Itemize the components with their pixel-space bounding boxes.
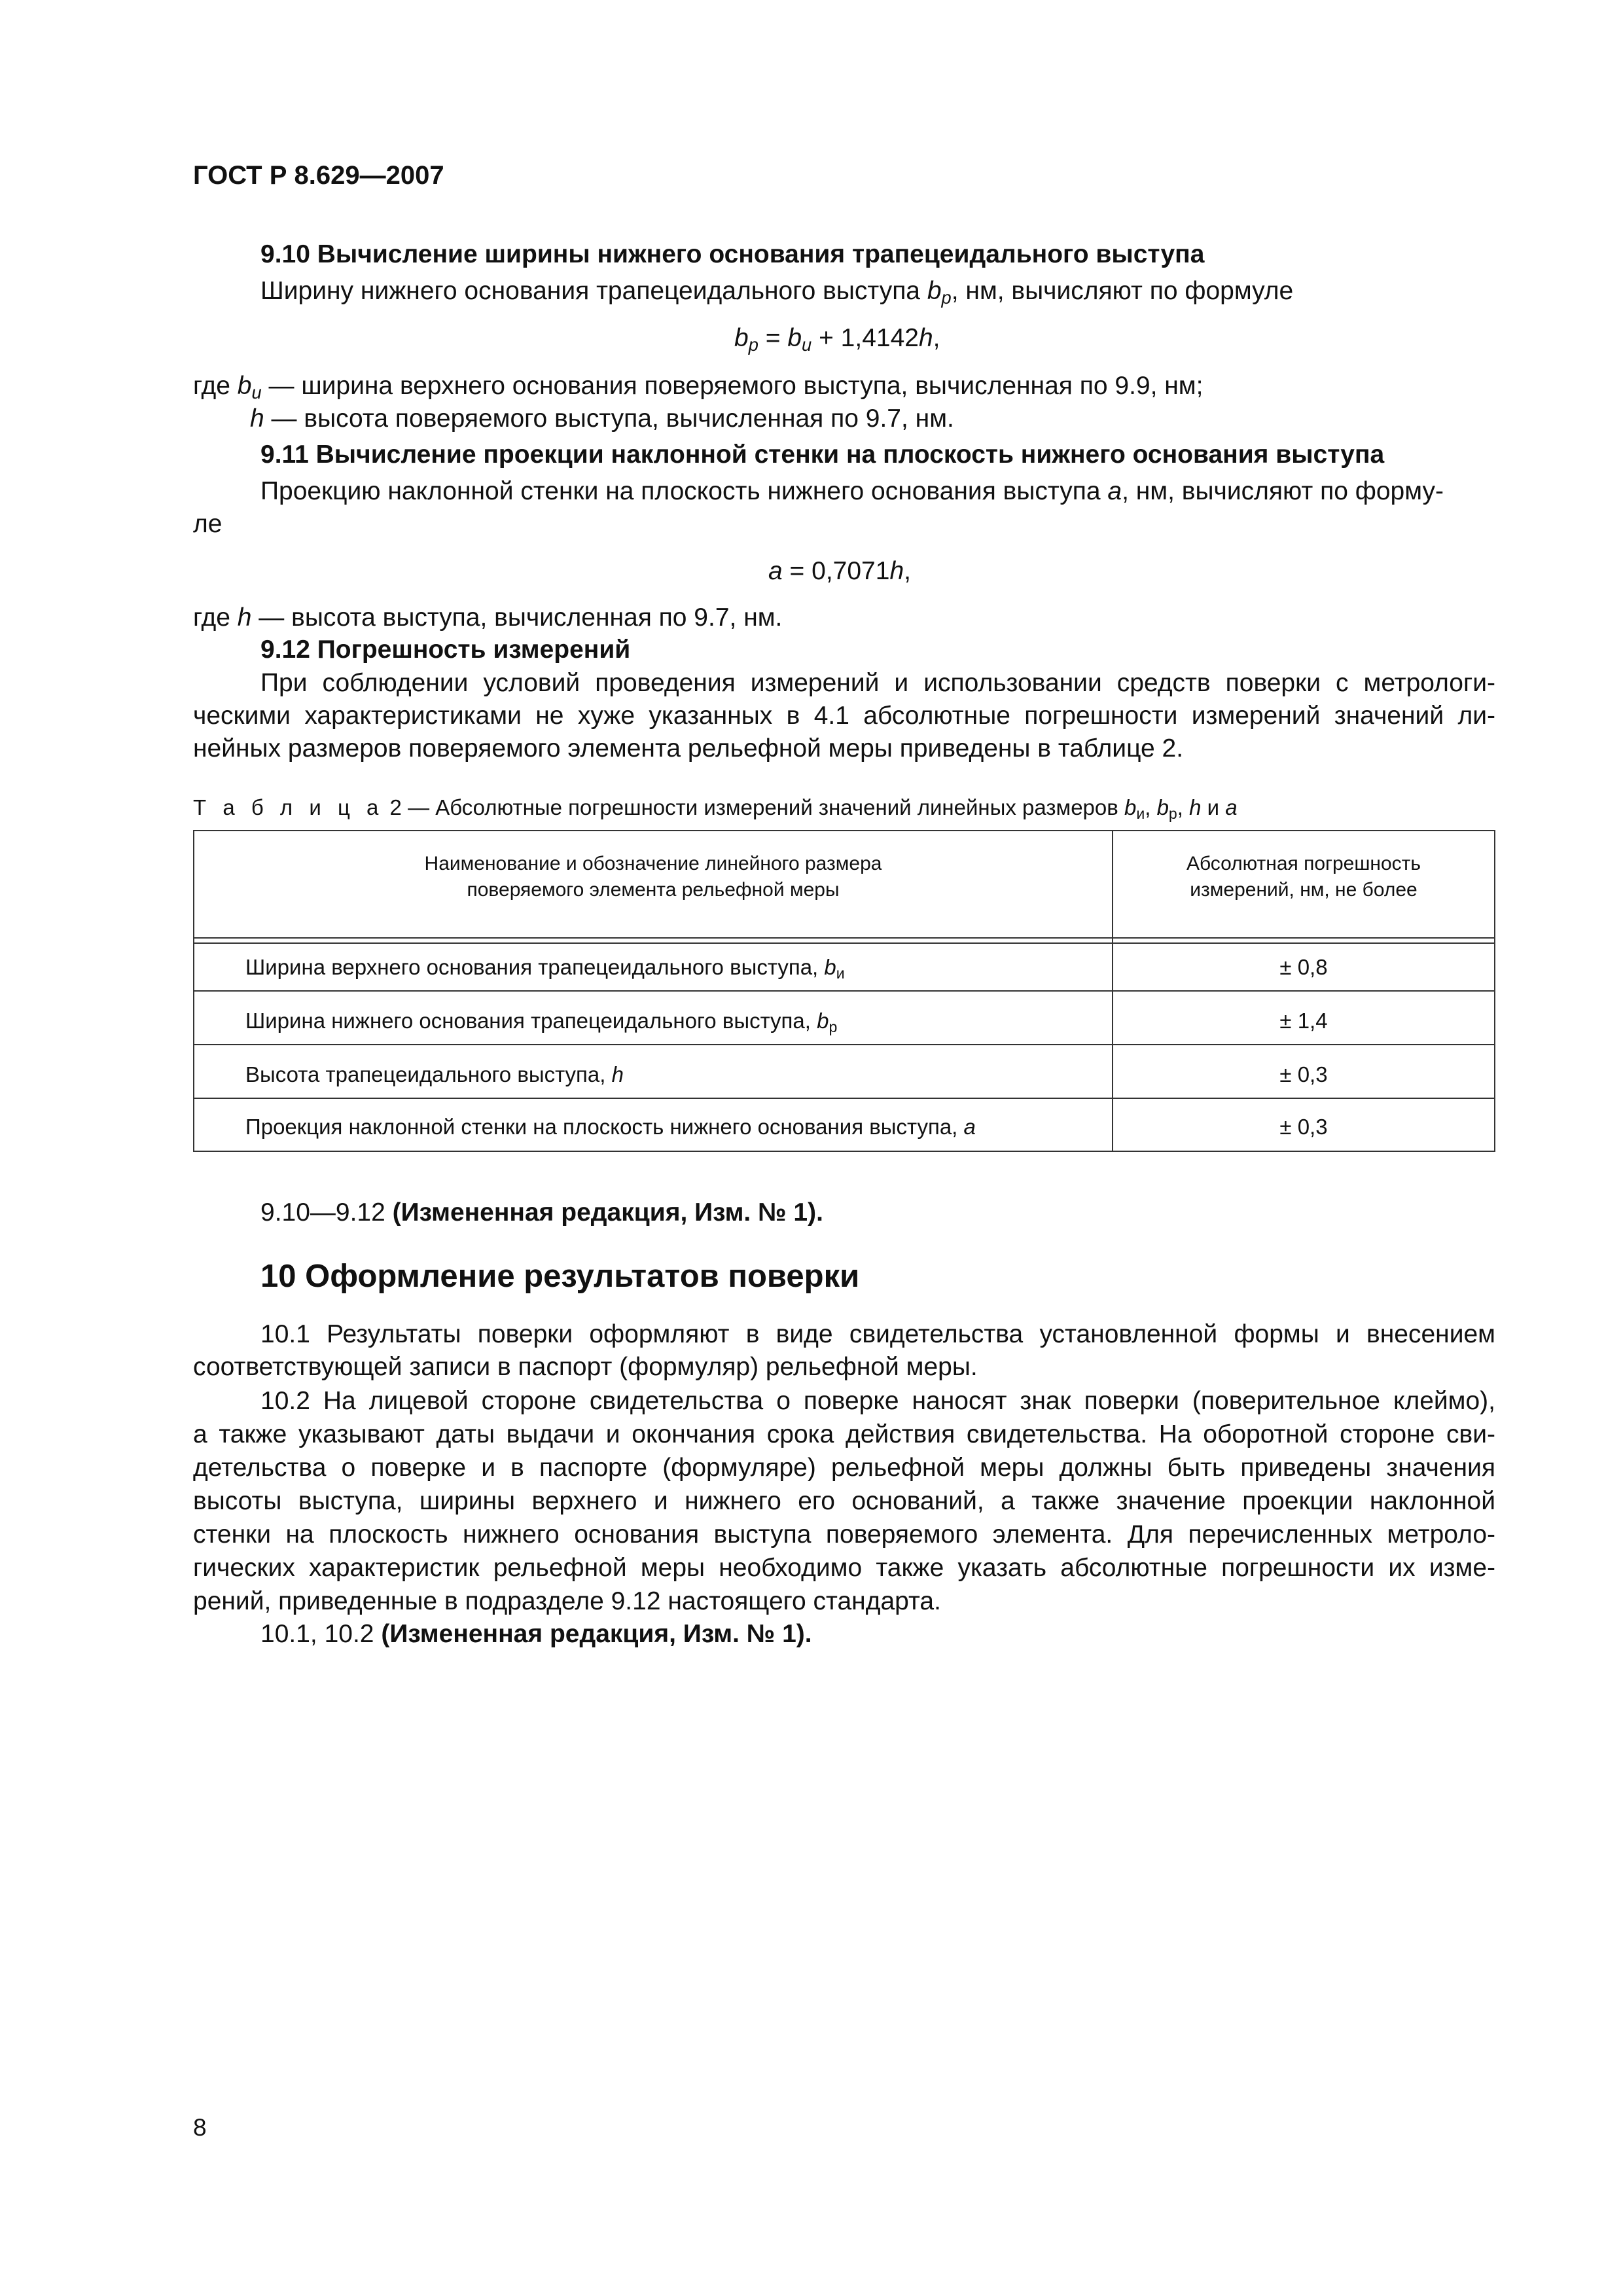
table-row-name: Ширина нижнего основания трапецеидального выступа, $b_р$ <box>245 1009 838 1035</box>
page-number: 8 <box>193 2114 207 2141</box>
table-caption: Т а б л и ц а 2 — Абсолютные погрешности измерений значений линейных размеров $b_и$, $b_р$, h и a <box>193 795 1238 822</box>
header-divider <box>194 942 1494 944</box>
table-row-value: ± 0,3 <box>1279 1115 1328 1139</box>
table-2 <box>193 830 1495 1152</box>
paragraph-line: нейных размеров поверяемого элемента рельефной меры приведены в таблице 2. <box>193 734 1184 762</box>
amendment-note-9: 9.10—9.12 (Измененная редакция, Изм. № 1). <box>260 1198 823 1227</box>
table-header-error: Абсолютная погрешность измерений, нм, не более <box>1186 853 1421 901</box>
paragraph-line: ческими характеристиками не хуже указанных в 4.1 абсолютные погрешности измерений значений ли- <box>193 702 1495 730</box>
table-row-value: ± 0,3 <box>1279 1062 1328 1086</box>
paragraph-line: При соблюдении условий проведения измерений и использовании средств поверки с метрологи- <box>260 669 1495 697</box>
section-10-heading: 10 Оформление результатов поверки <box>260 1259 860 1294</box>
header-divider <box>194 937 1494 939</box>
formula-9-11: a = 0,7071h, <box>768 557 911 585</box>
paragraph-line: 10.2 На лицевой стороне свидетельства о поверке наносят знак поверки (поверительное клеймо), <box>260 1387 1495 1415</box>
table-row-name: Ширина верхнего основания трапецеидального выступа, $b_и$ <box>245 955 845 982</box>
paragraph-line: а также указывают даты выдачи и окончания срока действия свидетельства. На оборотной стороне сви- <box>193 1420 1495 1448</box>
section-9-10-heading: 9.10 Вычисление ширины нижнего основания трапецеидального выступа <box>260 240 1205 268</box>
row-divider <box>194 1098 1494 1099</box>
where-line-3: где h — высота выступа, вычисленная по 9.7, нм. <box>193 603 783 632</box>
where-line-1: где $b_и$ — ширина верхнего основания поверяемого выступа, вычисленная по 9.9, нм; <box>193 372 1204 403</box>
table-row-name: Высота трапецеидального выступа, h <box>245 1062 624 1086</box>
section-9-12-heading: 9.12 Погрешность измерений <box>260 636 631 664</box>
section-9-10-intro: Ширину нижнего основания трапецеидального выступа $b_р$, нм, вычисляют по формуле <box>260 277 1294 308</box>
section-9-11-intro-cont: ле <box>193 510 223 538</box>
paragraph-line: рений, приведенные в подразделе 9.12 настоящего стандарта. <box>193 1587 941 1615</box>
section-9-11-intro: Проекцию наклонной стенки на плоскость нижнего основания выступа a, нм, вычисляют по форму- <box>260 477 1444 505</box>
table-header-name: Наименование и обозначение линейного размера поверяемого элемента рельефной меры <box>424 853 882 901</box>
paragraph-line: соответствующей записи в паспорт (формуляр) рельефной меры. <box>193 1353 978 1381</box>
formula-9-10: $b_р = b_и + 1,4142h$, <box>734 324 940 355</box>
paragraph-line: стенки на плоскость нижнего основания выступа поверяемого элемента. Для перечисленных метроло- <box>193 1520 1495 1549</box>
row-divider <box>194 1044 1494 1045</box>
paragraph-line: детельства о поверке и в паспорте (формуляре) рельефной меры должны быть приведены значения <box>193 1454 1495 1482</box>
paragraph-line: гических характеристик рельефной меры необходимо также указать абсолютные погрешности их изме- <box>193 1554 1495 1582</box>
table-row-value: ± 0,8 <box>1279 955 1328 979</box>
paragraph-line: 10.1 Результаты поверки оформляют в виде свидетельства установленной формы и внесением <box>260 1320 1495 1348</box>
row-divider <box>194 990 1494 992</box>
table-row-name: Проекция наклонной стенки на плоскость нижнего основания выступа, a <box>245 1115 976 1139</box>
paragraph-line: высоты выступа, ширины верхнего и нижнего его оснований, а также значение проекции наклонной <box>193 1487 1495 1515</box>
section-9-11-heading: 9.11 Вычисление проекции наклонной стенки на плоскость нижнего основания выступа <box>260 440 1385 469</box>
where-line-2: h — высота поверяемого выступа, вычисленная по 9.7, нм. <box>250 404 954 433</box>
amendment-note-10: 10.1, 10.2 (Измененная редакция, Изм. № 1). <box>260 1620 812 1648</box>
table-row-value: ± 1,4 <box>1279 1009 1328 1033</box>
document-code: ГОСТ Р 8.629—2007 <box>193 161 444 190</box>
